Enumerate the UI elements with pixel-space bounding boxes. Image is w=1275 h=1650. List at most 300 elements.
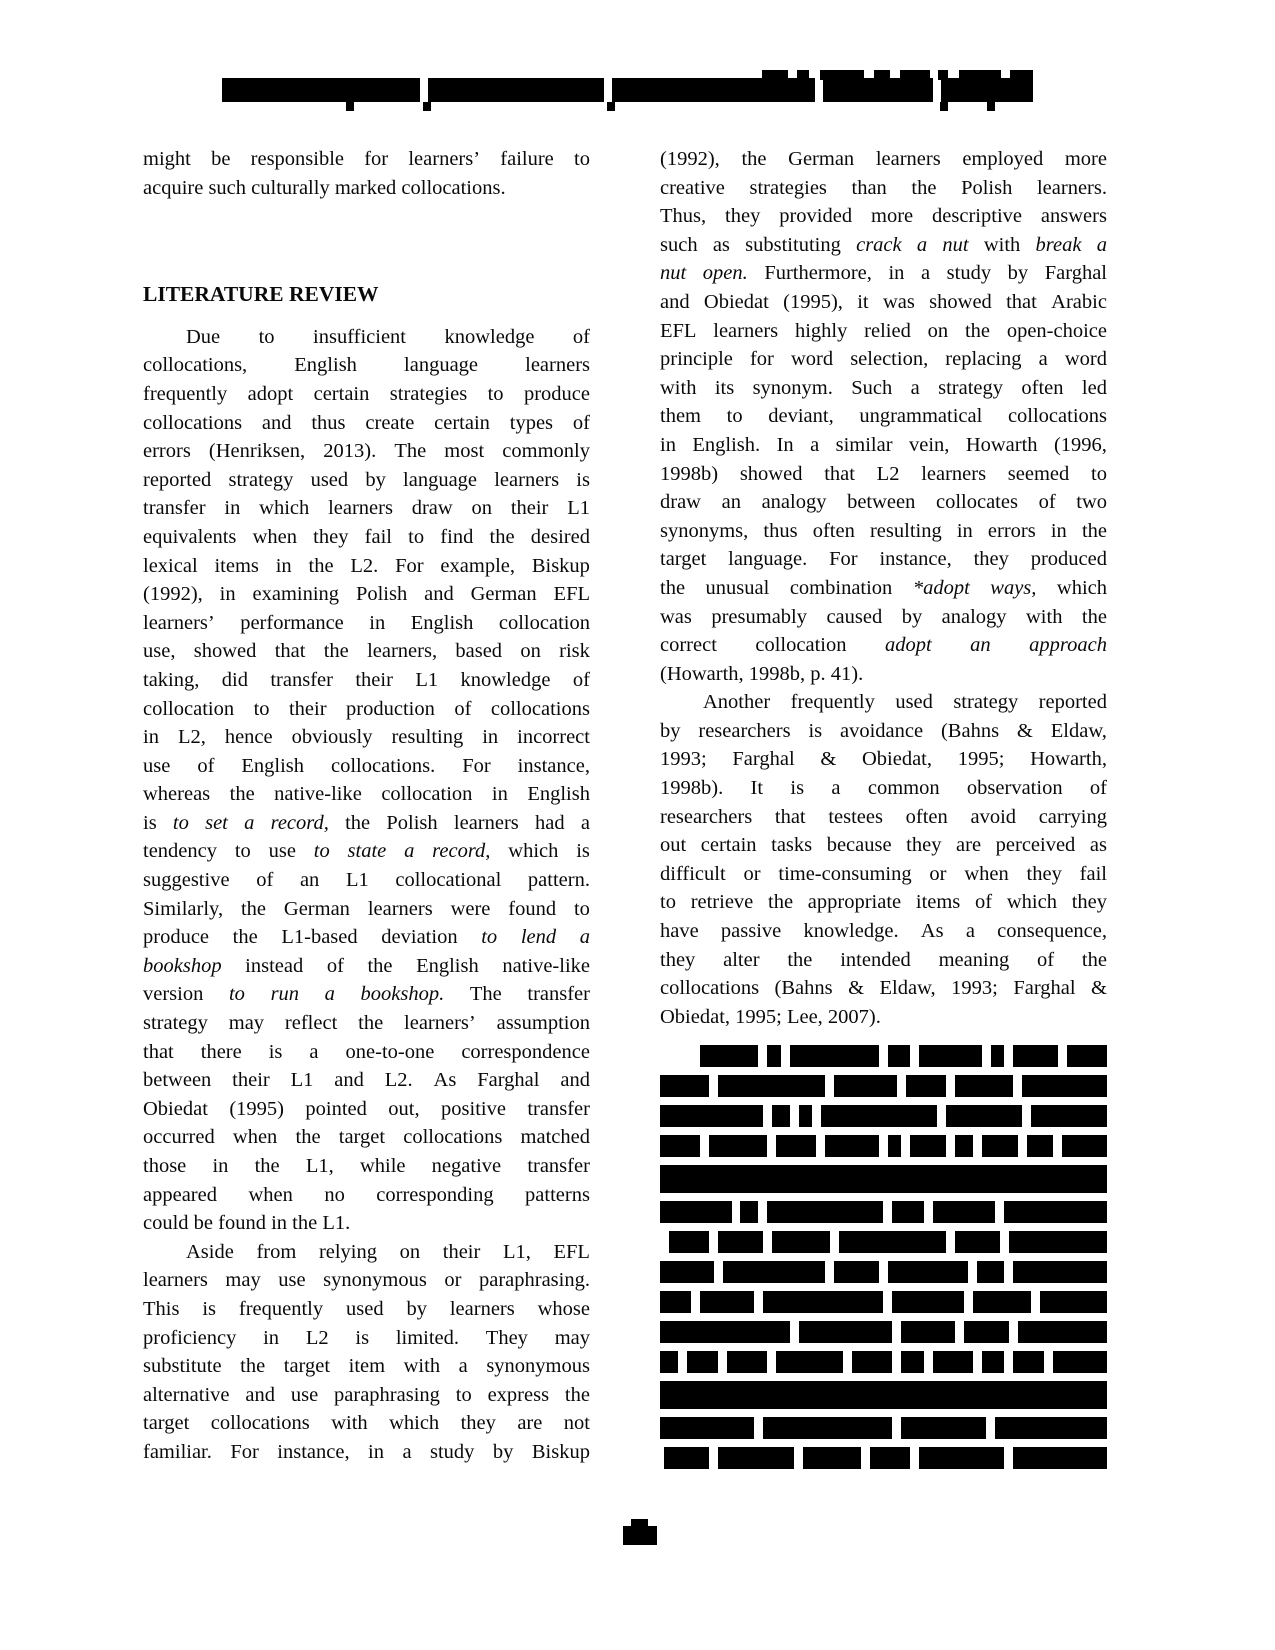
word: certain [434, 411, 490, 434]
word: seemed [1007, 462, 1070, 485]
redaction-row [660, 1321, 1107, 1343]
text-line [143, 1181, 590, 1210]
word: difficult [660, 862, 726, 885]
word: and [424, 583, 454, 606]
word: 1998b) [660, 462, 719, 485]
word: 1995; [957, 748, 1005, 771]
word: of [572, 411, 590, 434]
word: In [776, 433, 794, 456]
word: in [275, 554, 292, 577]
word: learners’ [408, 148, 481, 170]
redaction-segment [607, 102, 615, 111]
redaction-segment [1062, 1135, 1107, 1157]
word: L2. [350, 554, 379, 577]
word: an [721, 491, 741, 514]
text-line [143, 609, 590, 638]
italic-word: a [579, 926, 590, 949]
text-line [143, 895, 590, 924]
word: thus [763, 519, 798, 542]
word: (1995) [229, 1097, 284, 1120]
word: use [143, 754, 171, 777]
word: learners’ [143, 611, 215, 634]
redaction-row [660, 1201, 1107, 1223]
word: reported [1038, 691, 1107, 714]
word: of [256, 869, 274, 892]
word: L1 [415, 668, 439, 691]
word: As [433, 1069, 457, 1092]
word: them [660, 405, 701, 428]
italic-word: record, [270, 811, 329, 834]
word: most [444, 440, 485, 463]
redaction-segment [772, 1105, 790, 1127]
word: whereas [143, 783, 211, 806]
word: they [973, 548, 1009, 571]
word: & [820, 748, 837, 771]
word: word [790, 348, 834, 371]
word: learners [449, 1297, 515, 1320]
word: (1992), [660, 148, 720, 170]
left-column [143, 145, 590, 1469]
redaction-segment [955, 1075, 1013, 1097]
word: familiar. [143, 1440, 212, 1463]
text-line [660, 345, 1107, 374]
word: by [406, 1297, 427, 1320]
text-line [660, 917, 1107, 946]
redaction-segment [799, 1321, 893, 1343]
word: 1993; [660, 748, 707, 771]
text-line [660, 317, 1107, 346]
word: highly [794, 319, 848, 342]
word: analogy [761, 491, 827, 514]
text-line [660, 888, 1107, 917]
word: Polish [355, 583, 408, 606]
redaction-segment [933, 1351, 973, 1373]
word: types [509, 411, 554, 434]
redaction-segment [964, 1321, 1009, 1343]
text-line [143, 466, 590, 495]
word: was [660, 605, 692, 628]
word: collocation [498, 611, 590, 634]
word: of [197, 754, 215, 777]
text-line: could be found in the L1. [143, 1209, 590, 1238]
word: collocations [143, 411, 243, 434]
word: insufficient [313, 325, 407, 348]
word: frequently [790, 691, 875, 714]
word: is [355, 1326, 370, 1349]
text-line [660, 488, 1107, 517]
word: with [1026, 605, 1063, 628]
redaction-row [660, 1417, 1107, 1439]
word: Another [703, 691, 771, 714]
text-line [660, 860, 1107, 889]
word: example, [440, 554, 515, 577]
word: observation [966, 777, 1063, 800]
word: limited. [395, 1326, 460, 1349]
word: Farghal [1013, 977, 1076, 1000]
italic-word: to [481, 926, 498, 949]
word: is [268, 1040, 283, 1063]
word: learners [328, 497, 393, 520]
word: and [261, 411, 292, 434]
word: a [402, 1440, 412, 1463]
word: to [455, 1383, 472, 1406]
word: is [576, 840, 590, 863]
word: production [346, 697, 435, 720]
word: carrying [1038, 805, 1107, 828]
word: a [309, 1040, 319, 1063]
word: when [252, 525, 297, 548]
word: EFL [553, 583, 590, 606]
word: collocation [755, 634, 847, 657]
redaction-segment [790, 1045, 879, 1067]
word: & [1091, 977, 1107, 1000]
italic-word: bookshop. [360, 983, 445, 1006]
word: collocations. [331, 754, 436, 777]
redaction-segment [687, 1351, 718, 1373]
word: in [369, 611, 386, 634]
redaction-segment [660, 1135, 700, 1157]
redaction-segment [892, 1291, 964, 1313]
text-line [660, 374, 1107, 403]
word: provided [779, 205, 853, 228]
word: and [245, 1383, 275, 1406]
word: when [232, 1126, 278, 1149]
word: The [469, 983, 502, 1006]
word: which [1056, 576, 1107, 599]
redaction-segment [763, 1291, 884, 1313]
text-line [660, 174, 1107, 203]
word: strategy [953, 691, 1019, 714]
word: examining [252, 583, 340, 606]
word: instance, [517, 754, 590, 777]
word: be [211, 148, 231, 170]
word: by [901, 605, 923, 628]
text-line [660, 603, 1107, 632]
word: synonyms, [660, 519, 749, 542]
italic-word: run [270, 983, 300, 1006]
word: testees [828, 805, 883, 828]
word: by [492, 1440, 514, 1463]
italic-word: to [172, 811, 189, 834]
text-line [660, 688, 1107, 717]
redaction-row [660, 1075, 1107, 1097]
text-line [143, 552, 590, 581]
word: appropriate [807, 891, 902, 914]
redaction-segment [1018, 1321, 1107, 1343]
word: is [143, 811, 157, 834]
word: their [288, 697, 327, 720]
word: version [143, 983, 204, 1006]
text-line [660, 631, 1107, 660]
word: between [847, 491, 916, 514]
text-line [660, 460, 1107, 489]
word: L1 [290, 1069, 314, 1092]
word: the [564, 1383, 590, 1406]
word: assumption [496, 1012, 590, 1035]
word: Eldaw, [1050, 719, 1107, 742]
word: learners [921, 462, 987, 485]
word: selection, [850, 348, 929, 371]
word: L1 [345, 869, 369, 892]
word: L2. [384, 1069, 413, 1092]
word: to [726, 405, 743, 428]
word: descriptive [932, 205, 1022, 228]
text-line [143, 952, 590, 981]
word: their [355, 668, 393, 691]
word: tasks [771, 834, 813, 857]
word: language [403, 468, 478, 491]
word: synonym. [752, 376, 833, 399]
redaction-segment [933, 1201, 996, 1223]
word: were [450, 897, 491, 920]
text-line [660, 231, 1107, 260]
text-line [143, 580, 590, 609]
word: certain [313, 382, 370, 405]
word: is [790, 777, 805, 800]
word: in [491, 783, 508, 806]
word: items [214, 554, 259, 577]
word: German [283, 897, 350, 920]
word: As [920, 920, 944, 943]
word: produced [1030, 548, 1107, 571]
word: creative [660, 176, 725, 199]
word: target [283, 1355, 331, 1378]
redaction-segment [834, 1075, 897, 1097]
word: (1992), [143, 583, 203, 606]
italic-word: a [1096, 233, 1107, 256]
word: strategy [228, 468, 294, 491]
text-line [660, 288, 1107, 317]
word: certain [700, 834, 757, 857]
word: in [482, 726, 499, 749]
redaction-segment [660, 1201, 732, 1223]
word: a [965, 920, 975, 943]
word: strategies [389, 382, 468, 405]
word: to [408, 525, 425, 548]
paragraph [660, 688, 1107, 1031]
text-line [143, 409, 590, 438]
redaction-segment [776, 1351, 843, 1373]
redaction-segment [740, 1201, 758, 1223]
word: a [810, 433, 820, 456]
redacted-title-bar [222, 70, 1033, 116]
redaction-segment [892, 1201, 923, 1223]
redaction-segment [803, 1447, 861, 1469]
word: Biskup [531, 1440, 590, 1463]
word: collocations [490, 697, 590, 720]
word: the [240, 897, 267, 920]
redaction-segment [1013, 1447, 1107, 1469]
redaction-segment [346, 102, 354, 111]
word: used [310, 468, 349, 491]
text-line [660, 402, 1107, 431]
word: are [517, 1412, 543, 1435]
text-line [143, 723, 590, 752]
word: unusual [705, 576, 770, 599]
word: paraphrasing [334, 1383, 440, 1406]
word: incorrect [517, 726, 590, 749]
word: not [563, 1412, 590, 1435]
text-line [143, 494, 590, 523]
word: learners’ [404, 1012, 476, 1035]
word: more [1064, 148, 1107, 170]
word: adopt [247, 382, 294, 405]
redaction-segment [1013, 1045, 1058, 1067]
word: the [295, 1126, 321, 1149]
italic-word: break [1035, 233, 1082, 256]
redaction-segment [1009, 1231, 1107, 1253]
word: They [485, 1326, 528, 1349]
italic-word: open. [702, 262, 748, 285]
text-line [660, 717, 1107, 746]
redaction-segment [973, 1291, 1031, 1313]
word: deviant, [768, 405, 834, 428]
word: similar [835, 433, 893, 456]
italic-word: nut [942, 233, 969, 256]
word: collocations [403, 1126, 503, 1149]
text-line [143, 323, 590, 352]
word: the [1081, 605, 1107, 628]
word: Furthermore, [764, 262, 872, 285]
word: desired [530, 525, 590, 548]
word: avoid [970, 805, 1017, 828]
word: German [470, 583, 537, 606]
word: learners [875, 148, 941, 170]
word: their [442, 1240, 481, 1263]
word: Howarth [965, 433, 1038, 456]
redaction-segment [888, 1045, 910, 1067]
text-line [143, 1352, 590, 1381]
word: taking, [143, 668, 200, 691]
redaction-segment [660, 1075, 709, 1097]
word: a [831, 777, 841, 800]
word: had [535, 811, 565, 834]
redaction-segment [1067, 1045, 1107, 1067]
word: L2, [177, 726, 206, 749]
word: have [660, 920, 699, 943]
word: English [416, 954, 479, 977]
word: they [460, 1412, 496, 1435]
redaction-segment [919, 1447, 1004, 1469]
word: to [487, 382, 504, 405]
word: knowledge. [803, 920, 899, 943]
redaction-segment [709, 1135, 767, 1157]
word: substitute [143, 1355, 222, 1378]
word: use [268, 840, 296, 863]
word: of [1089, 777, 1107, 800]
redaction-segment [718, 1447, 794, 1469]
text-line [143, 437, 590, 466]
word: may [225, 1269, 261, 1292]
word: that [143, 1040, 174, 1063]
word: 2013). [323, 440, 377, 463]
word: substituting [745, 233, 841, 256]
word: or [444, 1269, 462, 1292]
text-line [660, 831, 1107, 860]
word: often [905, 805, 948, 828]
word: such [660, 233, 698, 256]
two-column-body [143, 145, 1107, 1469]
word: express [487, 1383, 550, 1406]
word: 1998b). [660, 777, 724, 800]
word: paraphrasing. [478, 1269, 590, 1292]
redaction-segment [423, 102, 431, 111]
redaction-row [660, 1105, 1107, 1127]
text-line [143, 145, 590, 174]
redaction-row [660, 1231, 1107, 1253]
word: researchers [660, 805, 753, 828]
word: instead [245, 954, 304, 977]
word: proficiency [143, 1326, 237, 1349]
word: are [956, 834, 982, 857]
word: hence [224, 726, 273, 749]
word: vein, [908, 433, 950, 456]
redaction-segment [612, 78, 815, 102]
word: or [929, 862, 947, 885]
word: a [580, 811, 590, 834]
word: of [975, 891, 993, 914]
word: analogy [941, 605, 1007, 628]
word: to [234, 840, 251, 863]
word: one-to-one [345, 1040, 435, 1063]
italic-word: a [324, 983, 335, 1006]
word: language [404, 354, 479, 377]
word: in [219, 583, 236, 606]
word: L1, [305, 1155, 334, 1177]
word: with [983, 233, 1021, 256]
word: perceived [995, 834, 1076, 857]
word: (Henriksen, [208, 440, 306, 463]
word: learners [525, 354, 590, 377]
word: in [1050, 519, 1067, 542]
word: collocational [395, 869, 502, 892]
word: errors [143, 440, 191, 463]
word: synonymous [323, 1269, 427, 1292]
text-line [143, 1381, 590, 1410]
word: draw [660, 491, 701, 514]
word: Polish [386, 811, 438, 834]
word: an [299, 869, 320, 892]
word: patterns [525, 1183, 590, 1206]
paragraph [143, 145, 590, 202]
redaction-segment [821, 1105, 937, 1127]
word: frequently [143, 382, 228, 405]
redaction-row [660, 1447, 1107, 1469]
word: they [660, 948, 696, 971]
word: or [743, 862, 761, 885]
redaction-segment [799, 1105, 812, 1127]
word: English [241, 754, 305, 777]
redaction-segment [991, 1045, 1004, 1067]
text-line: acquire such culturally marked collocations. [143, 174, 590, 203]
word: for [749, 348, 774, 371]
word: led [1081, 376, 1107, 399]
italic-word: to [313, 840, 330, 863]
word: of [1037, 948, 1055, 971]
word: draw [411, 497, 453, 520]
word: out [660, 834, 687, 857]
text-line [143, 380, 590, 409]
word: instance, [277, 1440, 350, 1463]
word: Obiedat, [861, 748, 933, 771]
text-line [143, 695, 590, 724]
word: their [232, 1069, 270, 1092]
redaction-segment [1022, 1075, 1107, 1097]
word: equivalents [143, 525, 237, 548]
word: produce [523, 382, 590, 405]
word: find [440, 525, 474, 548]
word: English [527, 783, 590, 806]
